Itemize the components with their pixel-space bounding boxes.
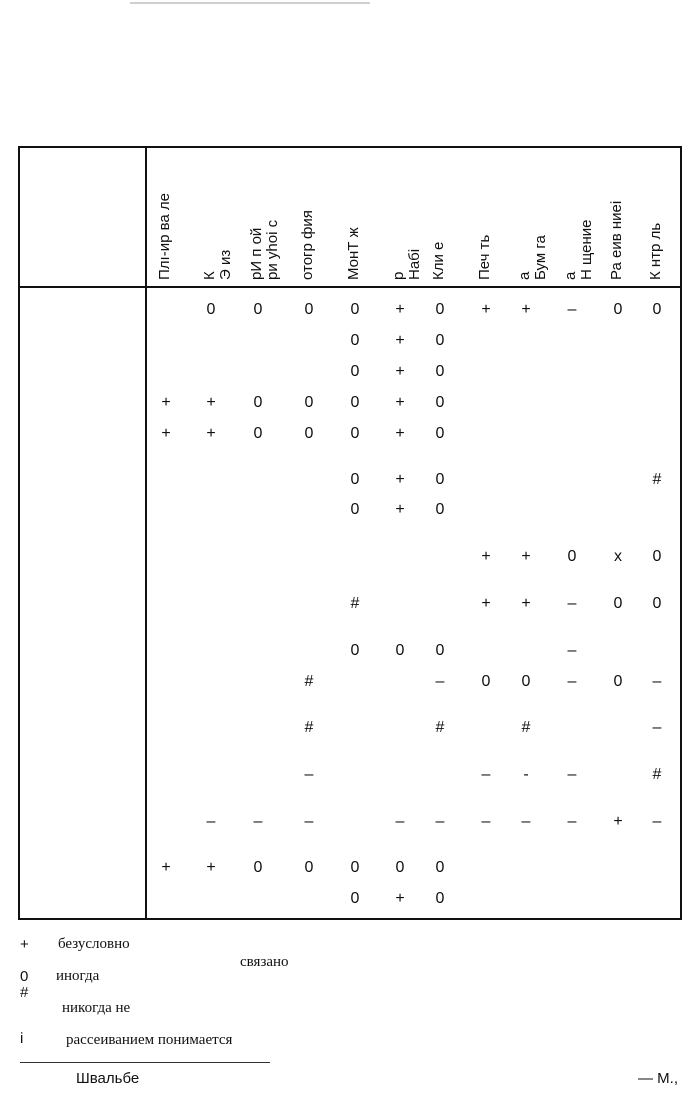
table-cell: + <box>395 501 405 518</box>
table-cell: + <box>521 595 531 612</box>
table-cell: # <box>304 673 314 690</box>
table-cell: # <box>652 471 662 488</box>
table-cell: 0 <box>395 642 405 659</box>
table-cell: 0 <box>304 425 314 442</box>
table-cell: + <box>481 548 491 565</box>
table-cell: – <box>435 673 445 690</box>
table-cell: + <box>521 548 531 565</box>
table-cell: + <box>395 363 405 380</box>
table-cell: 0 <box>350 859 360 876</box>
table-cell: 0 <box>350 363 360 380</box>
table-cell: 0 <box>613 673 623 690</box>
table-row-label-divider <box>145 146 147 920</box>
legend-related-text: связано <box>240 954 289 970</box>
legend-plus-text: безусловно <box>58 936 130 952</box>
column-header-label: К нтр ль <box>647 222 664 280</box>
scan-smudge <box>130 2 370 4</box>
table-cell: + <box>481 595 491 612</box>
table-cell: 0 <box>350 425 360 442</box>
table-cell: 0 <box>481 673 491 690</box>
legend-plus-symbol: + <box>20 936 29 953</box>
table-cell: – <box>304 766 314 783</box>
table-cell: – <box>567 813 577 830</box>
table-cell: 0 <box>253 425 263 442</box>
table-cell: – <box>652 813 662 830</box>
table-cell: 0 <box>435 859 445 876</box>
table-cell: – <box>567 766 577 783</box>
table-cell: – <box>567 642 577 659</box>
table-cell: + <box>395 394 405 411</box>
table-cell: # <box>304 719 314 736</box>
table-cell: + <box>395 890 405 907</box>
table-cell: # <box>350 595 360 612</box>
legend-zero-symbol: 0 <box>20 968 29 985</box>
table-cell: + <box>613 813 623 830</box>
column-header-label: Ра еив ниеі <box>608 200 625 280</box>
table-cell: + <box>206 394 216 411</box>
table-cell: 0 <box>435 332 445 349</box>
table-cell: - <box>523 766 529 783</box>
table-cell: + <box>481 301 491 318</box>
column-header-label: а Н щение <box>562 219 595 280</box>
table-cell: 0 <box>253 301 263 318</box>
footnote-citation: — М., <box>638 1070 678 1087</box>
table-cell: – <box>652 673 662 690</box>
legend-never-text: никогда не <box>62 1000 131 1016</box>
column-header-label: МонТ ж <box>345 227 362 280</box>
column-header-label: К Э из <box>201 249 234 280</box>
table-cell: 0 <box>435 301 445 318</box>
table-cell: 0 <box>350 332 360 349</box>
table-cell: 0 <box>613 301 623 318</box>
table-cell: 0 <box>350 890 360 907</box>
table-cell: – <box>481 813 491 830</box>
table-cell: – <box>395 813 405 830</box>
column-header-label: Печ ть <box>476 234 493 280</box>
table-cell: 0 <box>253 394 263 411</box>
table-cell: 0 <box>350 642 360 659</box>
column-header-label: отогр фия <box>299 210 316 280</box>
legend-hash-symbol: # <box>20 984 29 1001</box>
table-cell: 0 <box>567 548 577 565</box>
column-header-label: рИ п ой ри уhоі с <box>248 219 281 280</box>
table-cell: + <box>521 301 531 318</box>
table-cell: 0 <box>350 301 360 318</box>
column-header-label: а Бум га <box>516 235 549 280</box>
table-cell: 0 <box>435 394 445 411</box>
table-cell: 0 <box>350 394 360 411</box>
table-cell: x <box>614 548 622 565</box>
footnote-author: Швальбе <box>76 1070 140 1087</box>
legend-zero-text: иногда <box>56 968 100 984</box>
table-cell: 0 <box>304 394 314 411</box>
table-cell: 0 <box>253 859 263 876</box>
column-header-label: Плı-ир ва ле <box>156 193 173 280</box>
table-cell: + <box>395 471 405 488</box>
table-cell: – <box>206 813 216 830</box>
table-cell: + <box>161 425 171 442</box>
table-cell: 0 <box>395 859 405 876</box>
table-cell: + <box>206 425 216 442</box>
table-cell: – <box>253 813 263 830</box>
table-cell: + <box>161 394 171 411</box>
table-cell: + <box>161 859 171 876</box>
table-cell: 0 <box>350 471 360 488</box>
table-cell: 0 <box>435 642 445 659</box>
table-header-divider <box>18 286 682 288</box>
footnote-mark: і <box>20 1030 24 1047</box>
table-cell: – <box>567 673 577 690</box>
table-cell: # <box>521 719 531 736</box>
table-cell: 0 <box>435 890 445 907</box>
table-cell: 0 <box>304 859 314 876</box>
table-cell: – <box>652 719 662 736</box>
table-cell: 0 <box>304 301 314 318</box>
table-cell: # <box>435 719 445 736</box>
table-cell: – <box>435 813 445 830</box>
table-cell: 0 <box>652 548 662 565</box>
table-cell: – <box>521 813 531 830</box>
table-cell: – <box>567 301 577 318</box>
table-cell: 0 <box>652 301 662 318</box>
table-cell: 0 <box>350 501 360 518</box>
table-cell: – <box>304 813 314 830</box>
table-cell: + <box>206 859 216 876</box>
table-cell: – <box>567 595 577 612</box>
table-cell: 0 <box>435 425 445 442</box>
table-cell: 0 <box>613 595 623 612</box>
table-cell: 0 <box>435 471 445 488</box>
column-header-label: Кли е <box>430 241 447 280</box>
table-cell: 0 <box>521 673 531 690</box>
table-cell: # <box>652 766 662 783</box>
table-cell: 0 <box>435 363 445 380</box>
table-cell: – <box>481 766 491 783</box>
table-cell: 0 <box>206 301 216 318</box>
column-header-label: р Набі <box>390 248 423 280</box>
table-cell: + <box>395 332 405 349</box>
table-cell: 0 <box>652 595 662 612</box>
table-cell: 0 <box>435 501 445 518</box>
footnote-rule <box>20 1062 270 1063</box>
table-cell: + <box>395 425 405 442</box>
footnote-definition: рассеиванием понимается <box>66 1032 233 1048</box>
table-cell: + <box>395 301 405 318</box>
